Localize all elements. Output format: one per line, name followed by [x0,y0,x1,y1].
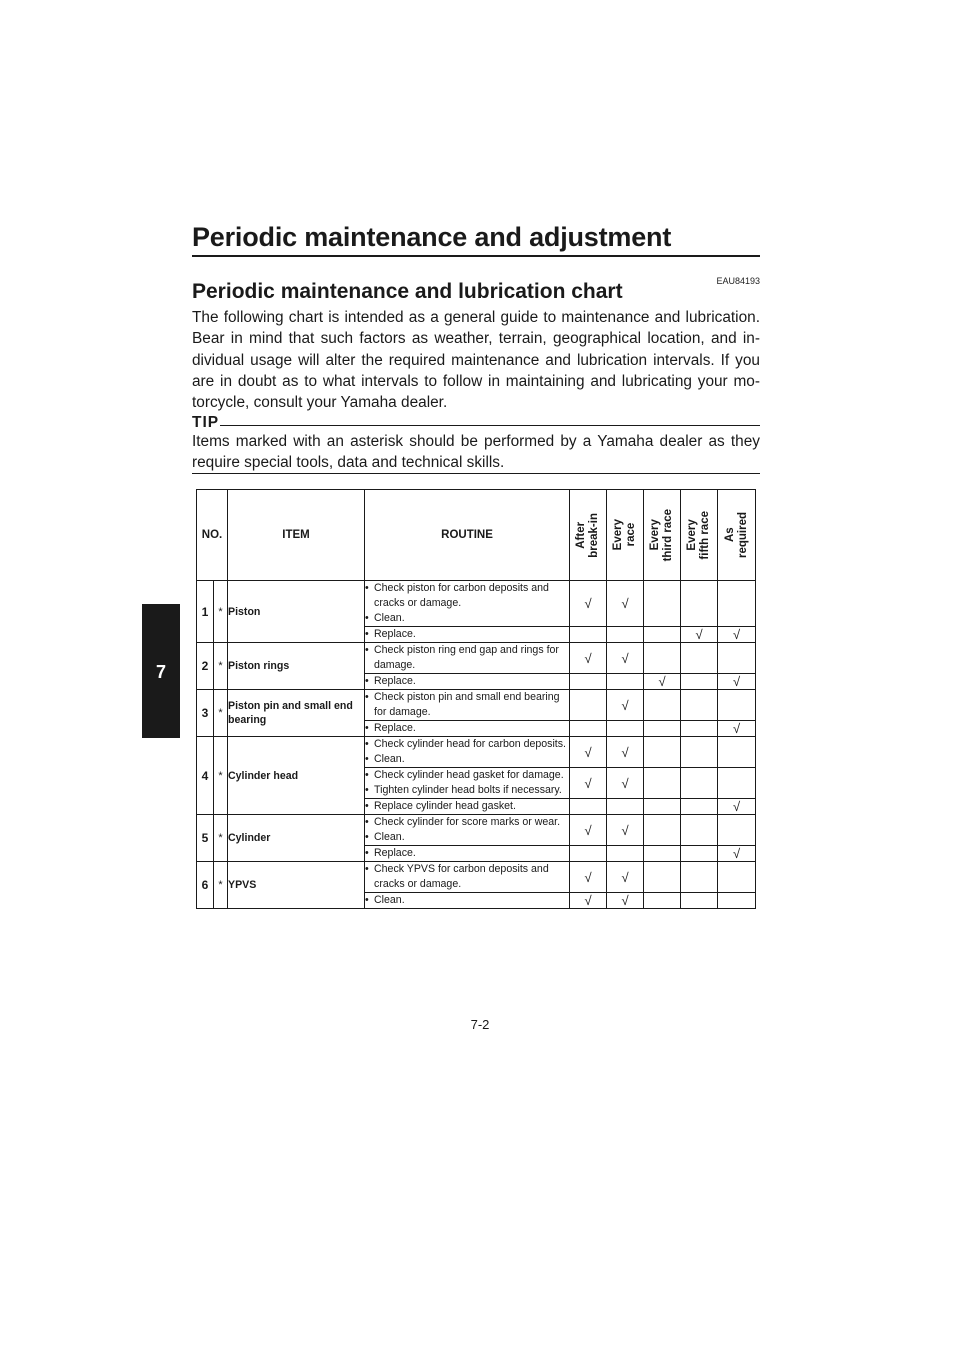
routine-cell [365,643,570,674]
document-code: EAU84193 [716,276,760,286]
check-every-third-race [644,846,681,862]
check-after-break-in: √ [570,643,607,674]
check-every-fifth-race [681,690,718,721]
check-as-required: √ [718,721,756,737]
header-every-race: Every race [607,490,644,581]
routine-text: Tighten cylinder head bolts if necessary. [374,784,562,796]
check-every-third-race [644,893,681,909]
check-every-fifth-race [681,862,718,893]
check-as-required [718,768,756,799]
check-every-race [607,721,644,737]
bullet-icon: • [365,847,369,859]
check-as-required [718,862,756,893]
check-every-race [607,846,644,862]
check-every-fifth-race: √ [681,627,718,643]
bullet-icon: • [365,628,369,640]
check-every-third-race: √ [644,674,681,690]
check-as-required: √ [718,674,756,690]
item-name: Piston [228,581,365,643]
item-name: Piston pin and small end bearing [228,690,365,737]
check-every-race [607,674,644,690]
routine-text: Check cylinder for score marks or wear. [374,816,561,828]
check-after-break-in: √ [570,862,607,893]
check-as-required [718,690,756,721]
bullet-icon: • [365,691,369,703]
table-body [197,581,756,909]
routine-cell [365,799,570,815]
routine-line [365,830,569,845]
routine-cell [365,737,570,768]
table-header-row [197,490,756,581]
row-number: 3 [197,690,214,737]
bullet-icon: • [365,675,369,687]
routine-text: Replace cylinder head gasket. [374,800,516,812]
check-every-race: √ [607,581,644,627]
tip-rule [220,425,760,426]
check-every-race: √ [607,643,644,674]
check-every-fifth-race [681,721,718,737]
tip-label: TIP [192,414,220,431]
header-every-fifth-race: Every fifth race [681,490,718,581]
routine-cell [365,893,570,909]
intro-paragraph: The following chart is intended as a general guide to maintenance and lubrication. Bear in mind that such factors as weather, terrain, geographical location, and in-dividual usage will alter the required maintenance and lubrication intervals. If you are in doubt as to what intervals to follow in maintaining and lubricating your mo-torcycle, consult your Yamaha dealer. [192,309,760,412]
check-as-required [718,815,756,846]
check-every-fifth-race [681,799,718,815]
check-every-race: √ [607,737,644,768]
routine-line [365,627,569,642]
dealer-asterisk: * [214,690,228,737]
check-after-break-in: √ [570,581,607,627]
routine-text: Check cylinder head gasket for damage. [374,769,564,781]
routine-line [365,783,569,798]
check-every-fifth-race [681,846,718,862]
bullet-icon: • [365,784,369,796]
check-as-required [718,737,756,768]
check-after-break-in [570,721,607,737]
item-name: Piston rings [228,643,365,690]
routine-text: Replace. [374,722,416,734]
routine-cell [365,721,570,737]
bullet-icon: • [365,800,369,812]
check-as-required [718,643,756,674]
check-every-third-race [644,581,681,627]
routine-text: Replace. [374,675,416,687]
item-name: YPVS [228,862,365,909]
page-number: 7-2 [470,1017,490,1032]
bullet-icon: • [365,816,369,828]
check-after-break-in: √ [570,768,607,799]
check-every-third-race [644,862,681,893]
routine-cell [365,862,570,893]
item-name: Cylinder [228,815,365,862]
tip-end-rule [192,473,760,474]
bullet-icon: • [365,831,369,843]
check-every-fifth-race [681,893,718,909]
table-row [197,862,756,893]
check-as-required [718,581,756,627]
header-rule [192,255,760,257]
check-every-third-race [644,643,681,674]
section-title: Periodic maintenance and lubrication chart [192,280,623,303]
check-every-fifth-race [681,643,718,674]
item-name: Cylinder head [228,737,365,815]
table-row [197,690,756,721]
header-routine: ROUTINE [365,490,570,581]
check-after-break-in: √ [570,737,607,768]
check-every-third-race [644,690,681,721]
bullet-icon: • [365,722,369,734]
check-every-third-race [644,815,681,846]
table-row [197,737,756,768]
routine-text: Check piston ring end gap and rings for damage. [374,644,559,671]
routine-cell [365,815,570,846]
page-header-title: Periodic maintenance and adjustment [192,222,672,252]
routine-line [365,674,569,689]
row-number: 1 [197,581,214,643]
routine-line [365,737,569,752]
check-as-required: √ [718,799,756,815]
check-every-race [607,627,644,643]
check-every-race [607,799,644,815]
check-after-break-in [570,627,607,643]
routine-line [365,846,569,861]
check-every-race: √ [607,690,644,721]
check-after-break-in [570,846,607,862]
check-every-race: √ [607,815,644,846]
routine-text: Clean. [374,894,405,906]
tip-text: Items marked with an asterisk should be performed by a Yamaha dealer as they require special tools, data and technical skills. [192,433,760,472]
routine-text: Replace. [374,628,416,640]
routine-text: Clean. [374,612,405,624]
routine-cell [365,581,570,627]
dealer-asterisk: * [214,581,228,643]
dealer-asterisk: * [214,862,228,909]
routine-text: Replace. [374,847,416,859]
routine-text: Clean. [374,831,405,843]
header-after-break-in: After break-in [570,490,607,581]
routine-cell [365,846,570,862]
row-number: 6 [197,862,214,909]
header-no: NO. [197,490,228,581]
routine-text: Check piston for carbon deposits and cracks or damage. [374,582,549,609]
routine-cell [365,674,570,690]
routine-line [365,768,569,783]
check-every-race: √ [607,862,644,893]
routine-line [365,862,569,892]
table-row [197,815,756,846]
bullet-icon: • [365,863,369,875]
bullet-icon: • [365,769,369,781]
dealer-asterisk: * [214,815,228,862]
routine-text: Check cylinder head for carbon deposits. [374,738,566,750]
check-every-third-race [644,737,681,768]
table-row [197,643,756,674]
bullet-icon: • [365,612,369,624]
check-after-break-in: √ [570,815,607,846]
check-every-third-race [644,627,681,643]
routine-line [365,893,569,908]
row-number: 2 [197,643,214,690]
header-every-third-race: Every third race [644,490,681,581]
routine-cell [365,690,570,721]
routine-text: Clean. [374,753,405,765]
routine-cell [365,768,570,799]
check-every-race: √ [607,768,644,799]
routine-text: Check piston pin and small end bearing for damage. [374,691,560,718]
routine-line [365,721,569,736]
maintenance-chart-table [196,489,756,909]
row-number: 5 [197,815,214,862]
routine-line [365,799,569,814]
header-as-required: As required [718,490,756,581]
check-every-fifth-race [681,674,718,690]
routine-line [365,752,569,767]
dealer-asterisk: * [214,643,228,690]
chapter-tab: 7 [142,604,180,738]
check-after-break-in [570,690,607,721]
routine-line [365,690,569,720]
routine-line [365,611,569,626]
bullet-icon: • [365,582,369,594]
routine-line [365,815,569,830]
check-every-race: √ [607,893,644,909]
check-every-fifth-race [681,768,718,799]
bullet-icon: • [365,738,369,750]
check-every-fifth-race [681,737,718,768]
check-every-third-race [644,768,681,799]
check-every-fifth-race [681,815,718,846]
check-after-break-in: √ [570,893,607,909]
bullet-icon: • [365,644,369,656]
check-every-third-race [644,799,681,815]
header-item: ITEM [228,490,365,581]
routine-line [365,643,569,673]
check-as-required [718,893,756,909]
row-number: 4 [197,737,214,815]
check-after-break-in [570,799,607,815]
check-as-required: √ [718,627,756,643]
routine-cell [365,627,570,643]
check-every-third-race [644,721,681,737]
table-row [197,581,756,627]
dealer-asterisk: * [214,737,228,815]
check-after-break-in [570,674,607,690]
check-every-fifth-race [681,581,718,627]
routine-text: Check YPVS for carbon deposits and cracks or damage. [374,863,549,890]
bullet-icon: • [365,753,369,765]
check-as-required: √ [718,846,756,862]
bullet-icon: • [365,894,369,906]
routine-line [365,581,569,611]
